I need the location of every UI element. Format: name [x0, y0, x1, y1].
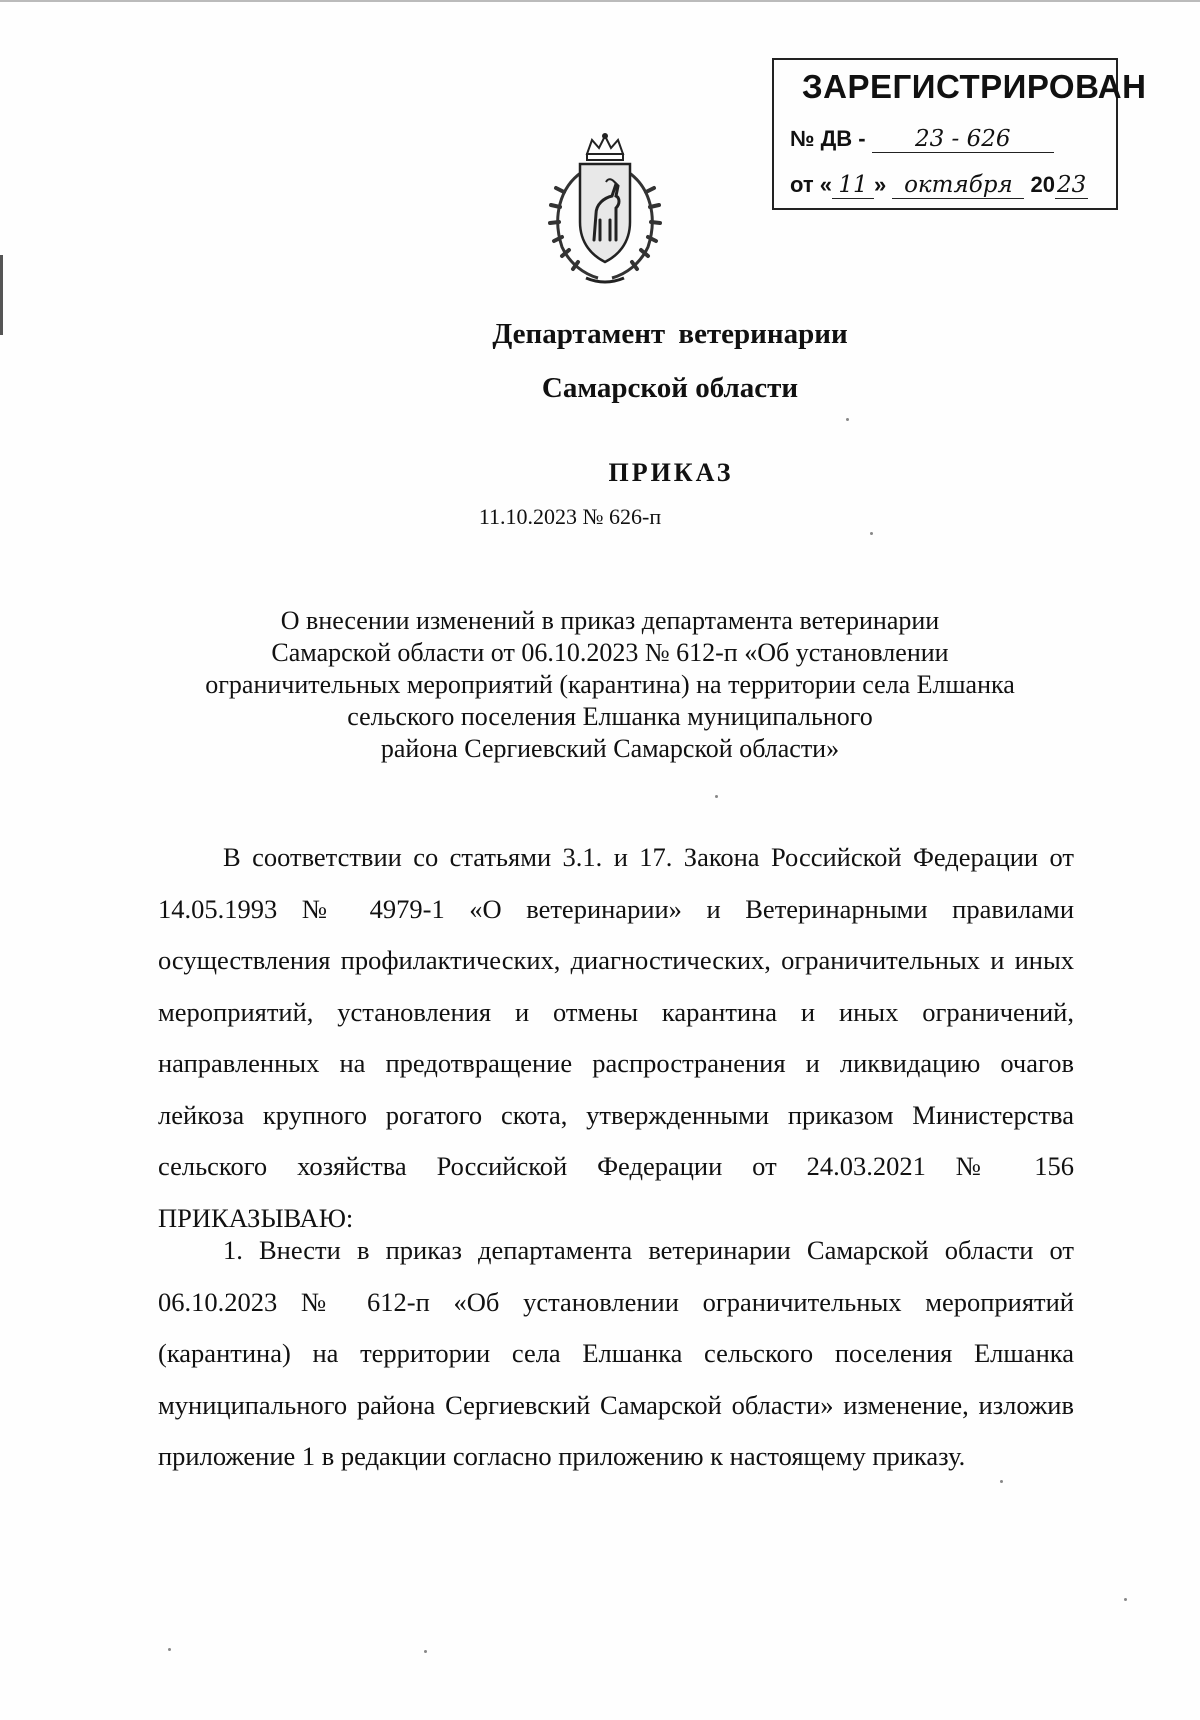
- stamp-year-suffix: 23: [1057, 172, 1087, 198]
- order-subject: [140, 605, 1080, 765]
- scan-top-border: [0, 0, 1200, 2]
- stamp-number-prefix: № ДВ -: [790, 126, 866, 151]
- order-date-number: 11.10.2023 № 626-п: [478, 504, 662, 529]
- document-type: ПРИКАЗ: [608, 458, 734, 487]
- scan-speck: [168, 1648, 171, 1651]
- scan-speck: [715, 795, 718, 798]
- scan-speck: [1000, 1480, 1003, 1483]
- stamp-year-prefix: 20: [1030, 172, 1055, 197]
- stamp-date-prefix: от «: [790, 172, 833, 197]
- scan-speck: [424, 1650, 427, 1653]
- stamp-date-mid: »: [874, 172, 887, 197]
- scan-speck: [1124, 1598, 1127, 1601]
- stamp-number-handwritten: 23 - 626: [872, 126, 1054, 153]
- stamp-date-row: [790, 172, 1088, 199]
- scan-speck: [846, 418, 849, 421]
- department-title: Департамент ветеринарии: [492, 318, 848, 350]
- stamp-title: ЗАРЕГИСТРИРОВАН: [802, 68, 1147, 105]
- stamp-number-row: [790, 126, 1054, 153]
- clause-1-paragraph: 1. Внести в приказ департамента ветеринарии Самарской области от 06.10.2023 № 612-п «Об установлении ограничительных мероприятий (карантина) на территории села Елшанка сельского поселения Елшанка муниципального района Сергиевский Самарской области» изменение, изложив приложение 1 в редакции согласно приложению к настоящему приказу.: [158, 1235, 1074, 1471]
- samara-coat-of-arms-icon: [542, 132, 668, 286]
- stamp-date-day: 11: [832, 172, 874, 199]
- preamble-paragraph: В соответствии со статьями 3.1. и 17. Закона Российской Федерации от 14.05.1993 № 4979-1 «О ветеринарии» и Ветеринарными правилами осуществления профилактических, диагностических, ограничительных и иных мероприятий, установления и отмены карантина и иных ограничений, направленных на предотвращение распространения и ликвидацию очагов лейкоза крупного рогатого скота, утвержденными приказом Министерства сельского хозяйства Российской Федерации от 24.03.2021 № 156 ПРИКАЗЫВАЮ:: [158, 842, 1074, 1233]
- registration-stamp: [772, 58, 1147, 210]
- subject-line: Самарской области от 06.10.2023 № 612-п «Об установлении: [271, 638, 949, 667]
- scan-speck: [870, 532, 873, 535]
- subject-line: ограничительных мероприятий (карантина) на территории села Елшанка: [205, 670, 1015, 699]
- stamp-date-month: октября: [892, 172, 1024, 199]
- subject-line: района Сергиевский Самарской области»: [380, 734, 840, 763]
- subject-line: сельского поселения Елшанка муниципального: [347, 702, 873, 731]
- department-region: Самарской области: [541, 372, 799, 404]
- subject-line: О внесении изменений в приказ департамента ветеринарии: [280, 606, 940, 635]
